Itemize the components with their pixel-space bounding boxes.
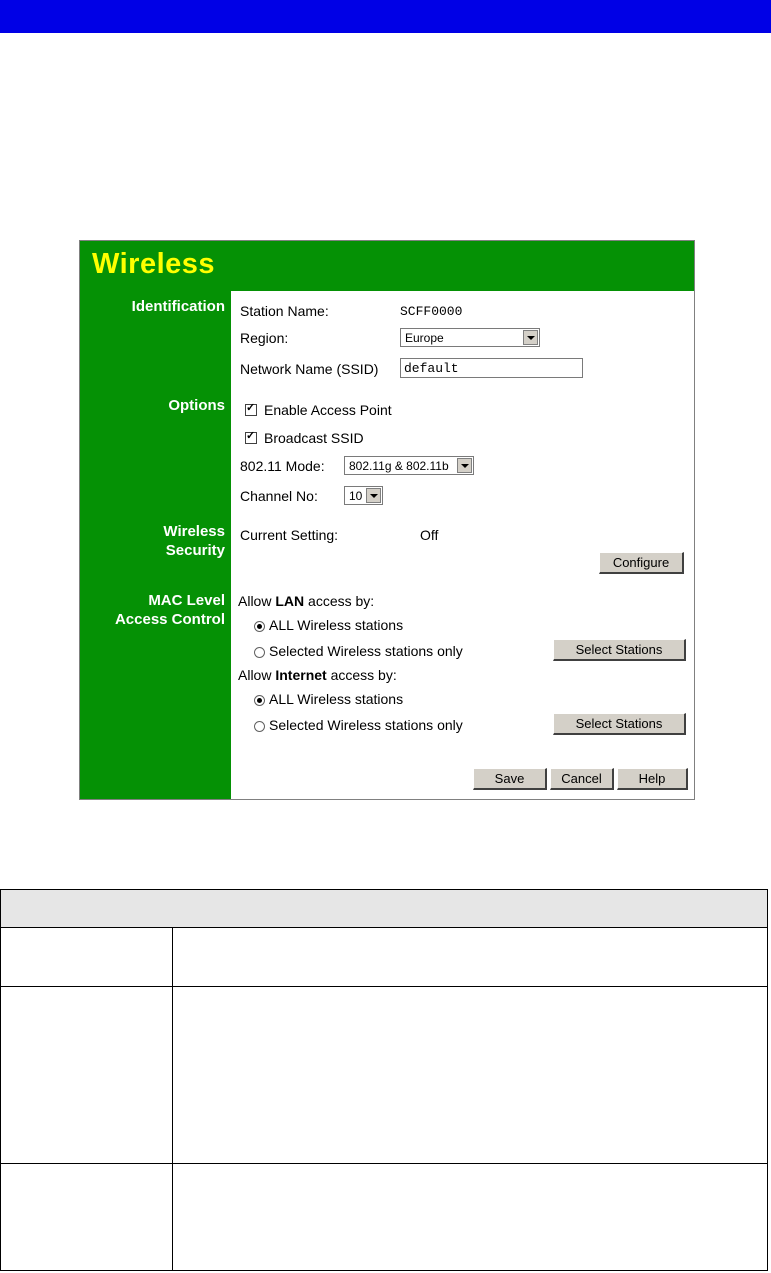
section-label-column xyxy=(80,291,231,799)
allow-lan-label xyxy=(238,593,374,609)
section-mac-line1: MAC Level xyxy=(148,592,225,609)
broadcast-ssid-checkbox[interactable] xyxy=(245,432,257,444)
ssid-label: Network Name (SSID) xyxy=(240,361,379,377)
internet-selected-stations-label: Selected Wireless stations only xyxy=(269,717,463,733)
lan-select-stations-button[interactable]: Select Stations xyxy=(553,639,686,661)
table-row xyxy=(1,1164,767,1271)
chevron-down-icon[interactable] xyxy=(366,488,381,503)
section-mac-line2: Access Control xyxy=(114,611,225,628)
ssid-input[interactable] xyxy=(400,358,583,378)
section-options: Options xyxy=(168,397,225,414)
settings-content xyxy=(231,291,694,799)
station-name-label: Station Name: xyxy=(240,303,329,319)
chevron-down-icon[interactable] xyxy=(457,458,472,473)
internet-all-stations-label: ALL Wireless stations xyxy=(269,691,404,707)
enable-access-point-checkbox[interactable] xyxy=(245,404,257,416)
lan-all-stations-label: ALL Wireless stations xyxy=(269,617,404,633)
lan-selected-stations-label: Selected Wireless stations only xyxy=(269,643,463,659)
title-band xyxy=(80,241,694,291)
section-mac-access-control xyxy=(85,591,225,629)
region-label: Region: xyxy=(240,330,289,346)
chevron-down-icon[interactable] xyxy=(523,330,538,345)
internet-select-stations-button[interactable]: Select Stations xyxy=(553,713,686,735)
broadcast-ssid-label: Broadcast SSID xyxy=(264,430,364,446)
table-row xyxy=(1,928,767,987)
mode-select-value: 802.11g & 802.11b xyxy=(349,459,449,473)
save-button[interactable]: Save xyxy=(473,768,547,790)
region-select-value: Europe xyxy=(405,331,444,345)
wireless-panel xyxy=(79,240,695,800)
current-setting-label: Current Setting: xyxy=(240,527,339,543)
table-header xyxy=(1,890,767,928)
page-title: Wireless xyxy=(92,248,216,280)
allow-internet-label xyxy=(238,667,397,683)
table-column-divider xyxy=(172,927,173,1270)
cancel-button[interactable]: Cancel xyxy=(550,768,614,790)
station-name-value: SCFF0000 xyxy=(400,304,463,319)
description-table xyxy=(0,889,768,1271)
configure-button[interactable]: Configure xyxy=(599,552,684,574)
allow-lan-bold: LAN xyxy=(275,593,305,609)
internet-selected-stations-radio[interactable] xyxy=(254,721,265,732)
section-wireless-security-line2: Security xyxy=(165,542,225,559)
section-identification: Identification xyxy=(131,298,225,315)
lan-all-stations-radio[interactable] xyxy=(254,621,265,632)
channel-select[interactable] xyxy=(344,486,383,505)
allow-internet-prefix: Allow xyxy=(238,667,276,683)
table-row xyxy=(1,987,767,1164)
allow-internet-bold: Internet xyxy=(275,667,327,683)
section-wireless-security xyxy=(85,522,225,560)
current-setting-value: Off xyxy=(420,527,439,543)
region-select[interactable] xyxy=(400,328,540,347)
top-banner xyxy=(0,0,771,33)
mode-label: 802.11 Mode: xyxy=(240,458,325,474)
section-wireless-security-line1: Wireless xyxy=(163,523,225,540)
channel-select-value: 10 xyxy=(349,489,363,503)
allow-internet-suffix: access by: xyxy=(326,667,397,683)
ssid-input-value: default xyxy=(404,361,459,376)
mode-select[interactable] xyxy=(344,456,474,475)
allow-lan-prefix: Allow xyxy=(238,593,276,609)
enable-access-point-label: Enable Access Point xyxy=(264,402,392,418)
allow-lan-suffix: access by: xyxy=(304,593,375,609)
lan-selected-stations-radio[interactable] xyxy=(254,647,265,658)
channel-label: Channel No: xyxy=(240,488,318,504)
help-button[interactable]: Help xyxy=(617,768,688,790)
internet-all-stations-radio[interactable] xyxy=(254,695,265,706)
